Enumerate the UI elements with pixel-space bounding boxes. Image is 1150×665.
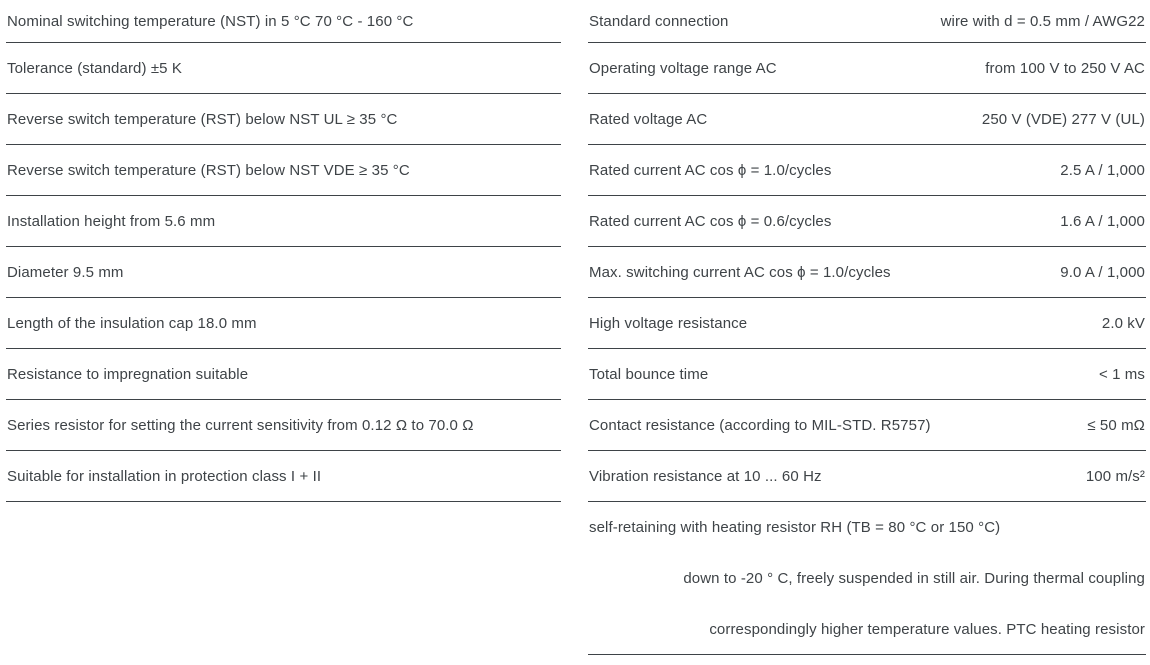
spec-row bbox=[6, 196, 561, 247]
spec-footer-row bbox=[588, 502, 1146, 553]
spec-footer-text: correspondingly higher temperature values. PTC heating resistor bbox=[709, 620, 1145, 638]
spec-text: Suitable for installation in protection class I + II bbox=[7, 467, 322, 485]
spec-label: Rated voltage AC bbox=[589, 110, 708, 128]
spec-text: Series resistor for setting the current sensitivity from 0.12 Ω to 70.0 Ω bbox=[7, 416, 474, 434]
spec-value: from 100 V to 250 V AC bbox=[985, 59, 1145, 77]
spec-table-right bbox=[588, 0, 1146, 655]
spec-row bbox=[588, 400, 1146, 451]
spec-footer-row bbox=[588, 604, 1146, 655]
spec-row bbox=[588, 349, 1146, 400]
spec-value: 250 V (VDE) 277 V (UL) bbox=[981, 110, 1145, 128]
spec-row bbox=[588, 43, 1146, 94]
spec-footer-text: down to -20 ° C, freely suspended in still air. During thermal coupling bbox=[683, 570, 1145, 587]
spec-row bbox=[6, 400, 561, 451]
spec-label: Standard connection bbox=[589, 12, 729, 30]
spec-value: 1.6 A / 1,000 bbox=[1060, 212, 1145, 230]
spec-text: Resistance to impregnation suitable bbox=[7, 365, 249, 383]
spec-text: Length of the insulation cap 18.0 mm bbox=[7, 314, 257, 332]
spec-row bbox=[588, 247, 1146, 298]
spec-row bbox=[6, 349, 561, 400]
spec-label: Rated current AC cos ϕ = 0.6/cycles bbox=[589, 212, 832, 230]
spec-text: Tolerance (standard) ±5 K bbox=[7, 59, 182, 77]
spec-row bbox=[6, 94, 561, 145]
spec-row bbox=[6, 43, 561, 94]
spec-label: Max. switching current AC cos ϕ = 1.0/cycles bbox=[589, 263, 891, 281]
spec-value: < 1 ms bbox=[1098, 365, 1145, 383]
spec-row bbox=[588, 145, 1146, 196]
spec-row bbox=[6, 451, 561, 502]
spec-value: 2.0 kV bbox=[1101, 314, 1145, 332]
spec-row bbox=[6, 145, 561, 196]
spec-value: 2.5 A / 1,000 bbox=[1060, 161, 1145, 179]
spec-text: Reverse switch temperature (RST) below NST VDE ≥ 35 °C bbox=[7, 161, 410, 179]
spec-row bbox=[6, 0, 561, 43]
spec-text: Reverse switch temperature (RST) below NST UL ≥ 35 °C bbox=[7, 110, 398, 128]
spec-label: Operating voltage range AC bbox=[589, 59, 777, 77]
spec-footer-text: self-retaining with heating resistor RH (TB = 80 °C or 150 °C) bbox=[589, 519, 1001, 536]
spec-label: Contact resistance (according to MIL-STD. R5757) bbox=[589, 416, 931, 434]
spec-value: 9.0 A / 1,000 bbox=[1060, 263, 1145, 281]
spec-text: Diameter 9.5 mm bbox=[7, 263, 124, 281]
spec-text: Nominal switching temperature (NST) in 5 °C 70 °C - 160 °C bbox=[7, 12, 414, 30]
spec-value: 100 m/s² bbox=[1085, 467, 1145, 485]
spec-value: wire with d = 0.5 mm / AWG22 bbox=[940, 12, 1145, 30]
spec-table-left bbox=[6, 0, 561, 655]
spec-row bbox=[6, 247, 561, 298]
spec-row bbox=[6, 298, 561, 349]
spec-label: Vibration resistance at 10 ... 60 Hz bbox=[589, 467, 822, 485]
spec-row bbox=[588, 0, 1146, 43]
spec-row bbox=[588, 451, 1146, 502]
spec-row bbox=[588, 94, 1146, 145]
spec-label: Total bounce time bbox=[589, 365, 709, 383]
spec-row bbox=[588, 298, 1146, 349]
spec-label: Rated current AC cos ϕ = 1.0/cycles bbox=[589, 161, 832, 179]
spec-row bbox=[588, 196, 1146, 247]
spec-footer-row bbox=[588, 553, 1146, 604]
spec-label: High voltage resistance bbox=[589, 314, 748, 332]
spec-text: Installation height from 5.6 mm bbox=[7, 212, 216, 230]
spec-value: ≤ 50 mΩ bbox=[1087, 416, 1145, 434]
